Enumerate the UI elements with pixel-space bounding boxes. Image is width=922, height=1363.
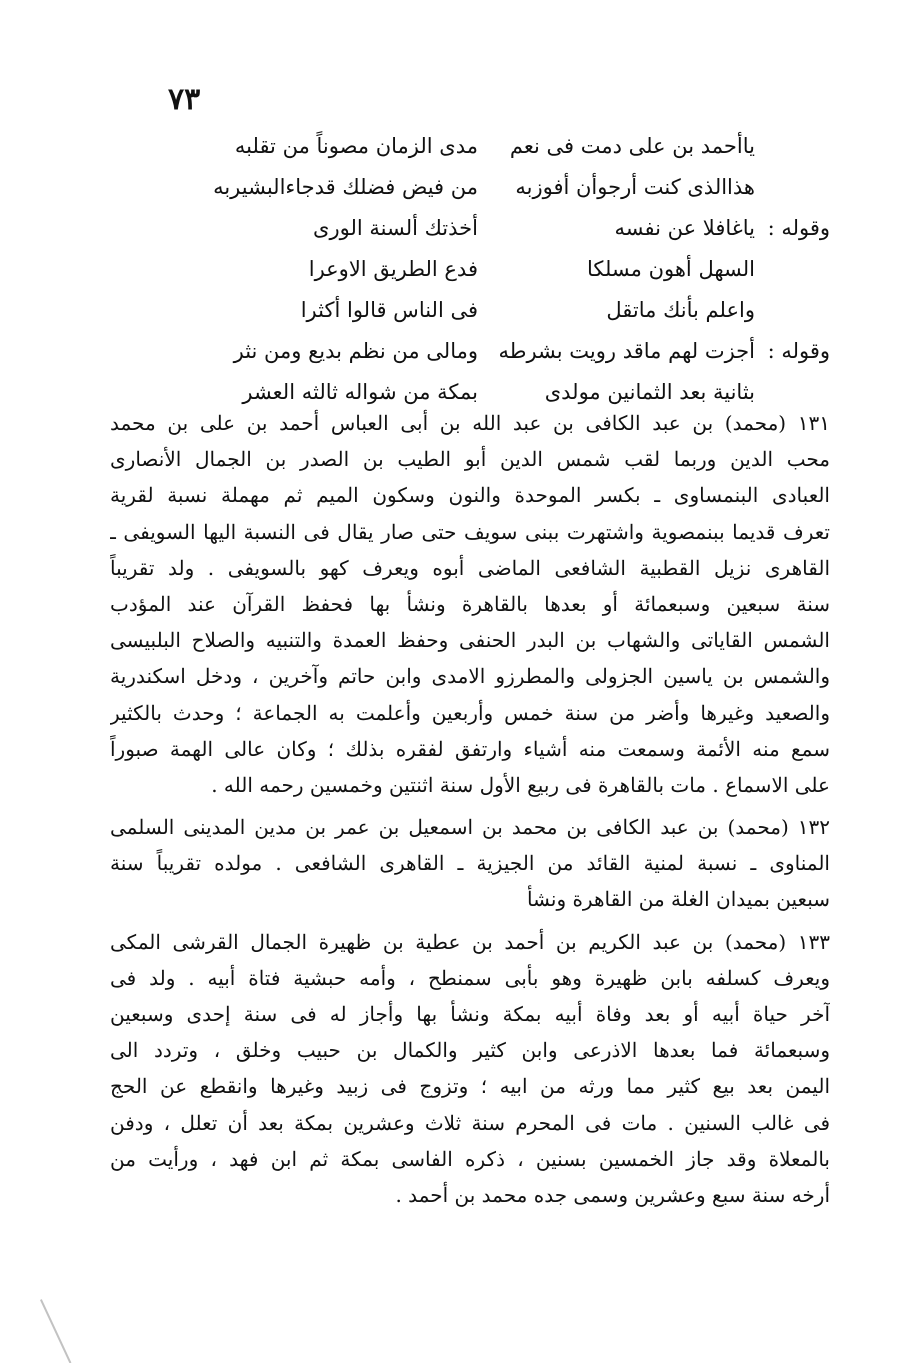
text-line: ويعرف كسلفه بابن ظهيرة وهو بأبى سمنطح ، وأمه حبشية فتاة أبيه . ولد فى bbox=[110, 965, 830, 990]
text-line: وسبعمائة فما بعدها الاذرعى وابن كثير والكمال بن حبيب وخلق ، وتردد الى bbox=[110, 1038, 830, 1063]
biographical-entries bbox=[110, 405, 830, 1213]
text-line: اليمن بعد بيع كثير مما ورثه من ابيه ؛ وتزوج فى زبيد وغيرها وانقطع عن الحج bbox=[110, 1074, 830, 1099]
verse-line bbox=[150, 166, 830, 207]
text-line: المناوى ـ نسبة لمنية القائد من الجيزية ـ القاهرى الشافعى . مولده تقريباً سنة bbox=[110, 851, 830, 876]
second-hemistich: أخذتك ألسنة الورى bbox=[313, 215, 478, 240]
first-hemistich: بثانية بعد الثمانين مولدى bbox=[544, 379, 755, 404]
text-line: بالمعلاة وقد جاز الخمسين بسنين ، ذكره الفاسى بمكة ثم ابن فهد ، ورأيت من bbox=[110, 1146, 830, 1171]
first-hemistich: ياأحمد بن على دمت فى نعم bbox=[509, 133, 755, 158]
text-line: والصعيد وغيرها وأضر من سنة خمس وأربعين وأعلمت به الجماعة ؛ وحدث بالكثير bbox=[110, 700, 830, 725]
second-hemistich: فى الناس قالوا أكثرا bbox=[300, 297, 478, 322]
text-line: القاهرى نزيل القطبية الشافعى الماضى أبوه ويعرف كهو بالسويفى . ولد تقريباً bbox=[110, 555, 830, 580]
first-hemistich: هذاالذى كنت أرجوأن أفوزبه bbox=[515, 174, 755, 199]
first-hemistich: أجزت لهم ماقد رويت بشرطه bbox=[498, 338, 755, 363]
text-line: على الاسماع . مات بالقاهرة فى ربيع الأول سنة اثنتين وخمسين رحمه الله . bbox=[211, 772, 830, 797]
second-hemistich: ومالى من نظم بديع ومن نثر bbox=[233, 338, 478, 363]
verse-intro: وقوله : bbox=[767, 338, 830, 363]
entry-132 bbox=[110, 809, 830, 918]
text-line: محب الدين وربما لقب شمس الدين أبو الطيب بن الصدر بن الجمال الأنصارى bbox=[110, 447, 830, 472]
second-hemistich: مدى الزمان مصوناً من تقلبه bbox=[234, 133, 478, 158]
text-line: ١٣٣ (محمد) بن عبد الكريم بن أحمد بن عطية بن ظهيرة الجمال القرشى المكى bbox=[110, 929, 830, 954]
text-line: الشمس القاياتى والشهاب بن البدر الحنفى وحفظ العمدة والتنبيه والصلاح البلبيسى bbox=[110, 628, 830, 653]
verse-intro: وقوله : bbox=[767, 215, 830, 240]
first-hemistich: واعلم بأنك ماتقل bbox=[606, 297, 755, 322]
verse-line bbox=[150, 289, 830, 330]
text-line: العبادى البنمساوى ـ بكسر الموحدة والنون وسكون الميم ثم مهملة نسبة لقرية bbox=[110, 483, 830, 508]
entry-131 bbox=[110, 405, 830, 803]
text-line: أرخه سنة سبع وعشرين وسمى جده محمد بن أحمد . bbox=[395, 1182, 830, 1207]
verse-line bbox=[150, 330, 830, 371]
page-crease-mark bbox=[40, 1299, 71, 1363]
text-line: سبعين بميدان الغلة من القاهرة ونشأ bbox=[526, 887, 830, 912]
page-number: ٧٣ bbox=[168, 82, 201, 117]
text-line: تعرف قديما ببنمصوية واشتهرت ببنى سويف حتى صار يقال فى النسبة اليها السويفى ـ bbox=[110, 519, 830, 544]
text-line: ١٣١ (محمد) بن عبد الكافى بن عبد الله بن أبى العباس أحمد بن على بن محمد bbox=[110, 411, 830, 435]
first-hemistich: السهل أهون مسلكا bbox=[586, 256, 755, 281]
text-line: ١٣٢ (محمد) بن عبد الكافى بن محمد بن اسمعيل بن عمر بن مدين المدينى السلمى bbox=[110, 815, 830, 840]
first-hemistich: ياغافلا عن نفسه bbox=[614, 215, 755, 240]
text-line: سنة سبعين وسبعمائة أو بعدها بالقاهرة ونشأ بها فحفظ القرآن عند المؤدب bbox=[110, 591, 830, 616]
second-hemistich: بمكة من شواله ثالثه العشر bbox=[242, 379, 478, 404]
poetry-verses bbox=[150, 125, 830, 412]
text-line: والشمس بن ياسين الجزولى والمطرزو الامدى وابن حاتم وآخرين ، ودخل اسكندرية bbox=[110, 664, 830, 689]
verse-line bbox=[150, 207, 830, 248]
verse-line bbox=[150, 125, 830, 166]
text-line: سمع منه الأئمة وسمعت منه أشياء وارتفق لفقره بذلك ؛ وكان عالى الهمة صبوراً bbox=[110, 736, 830, 761]
text-line: فى غالب السنين . مات فى المحرم سنة ثلاث وعشرين بمكة بعد أن تعلل ، ودفن bbox=[110, 1110, 830, 1135]
second-hemistich: فدع الطريق الاوعرا bbox=[308, 256, 478, 281]
verse-line bbox=[150, 248, 830, 289]
second-hemistich: من فيض فضلك قدجاءالبشيربه bbox=[213, 174, 478, 199]
entry-133 bbox=[110, 924, 830, 1214]
text-line: آخر حياة أبيه أو بعد وفاة أبيه بمكة ونشأ بها وأجاز له فى سنة إحدى وسبعين bbox=[110, 1002, 830, 1026]
